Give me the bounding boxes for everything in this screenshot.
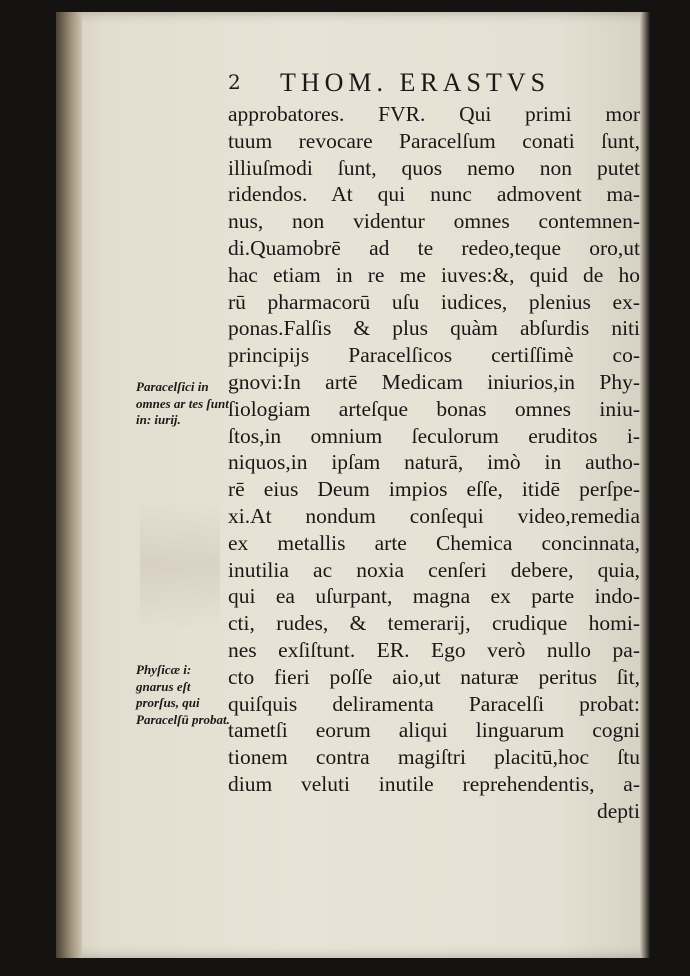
- margin-note: Phyſicæ i: gnarus eſt prorſus, qui Paracelſū probat.: [136, 662, 230, 727]
- text-line: rū pharmacorū uſu iudices, plenius ex-: [228, 289, 640, 314]
- catchword: depti: [597, 798, 640, 823]
- text-line: gnovi:In artē Medicam iniurios,in Phy-: [228, 369, 640, 394]
- text-line: niquos,in ipſam naturā, imò in autho-: [228, 450, 640, 475]
- running-head: THOM. ERASTVS: [280, 68, 551, 97]
- text-line: cto fieri poſſe aio,ut naturæ peritus ſit,: [228, 664, 640, 689]
- text-line: quiſquis deliramenta Paracelſi probat:: [228, 691, 640, 716]
- text-line: tuum revocare Paracelſum conati ſunt,: [228, 128, 640, 153]
- text-line: ex metallis arte Chemica concinnata,: [228, 530, 640, 555]
- text-line: nes exſiſtunt. ER. Ego verò nullo pa-: [228, 637, 640, 662]
- text-line: inutilia ac noxia cenſeri debere, quia,: [228, 557, 640, 582]
- text-line: hac etiam in re me iuves:&, quid de ho: [228, 262, 640, 287]
- text-line: nus, non videntur omnes contemnen-: [228, 209, 640, 234]
- text-line: rē eius Deum impios eſſe, itidē perſpe-: [228, 477, 640, 502]
- text-line: xi.At nondum conſequi video,remedia: [228, 503, 640, 528]
- text-line: ſtos,in omnium ſeculorum eruditos i-: [228, 423, 640, 448]
- text-line: cti, rudes, & temerarij, crudique homi-: [228, 611, 640, 636]
- text-line: dium veluti inutile reprehendentis, a-: [228, 771, 640, 796]
- text-line: illiuſmodi ſunt, quos nemo non putet: [228, 155, 640, 180]
- text-line: ponas.Falſis & plus quàm abſurdis niti: [228, 316, 640, 341]
- page-number: 2: [228, 70, 241, 94]
- text-line: tametſi eorum aliqui linguarum cogni: [228, 718, 640, 743]
- page-edge: [640, 12, 650, 958]
- page-header: [228, 68, 648, 102]
- main-text-block: [228, 101, 640, 825]
- margin-note: Paracelſici in omnes ar tes ſunt in: iurij.: [136, 379, 229, 427]
- text-line: di.Quamobrē ad te redeo,teque oro,ut: [228, 235, 640, 260]
- gutter: [56, 12, 82, 958]
- text-line: principijs Paracelſicos certiſſimè co-: [228, 343, 640, 368]
- text-line: qui ea uſurpant, magna ex parte indo-: [228, 584, 640, 609]
- text-line: tionem contra magiſtri placitū,hoc ſtu: [228, 745, 640, 770]
- text-line: ſiologiam arteſque bonas omnes iniu-: [228, 396, 640, 421]
- text-line: ridendos. At qui nunc admovent ma-: [228, 182, 640, 207]
- show-through-text: [140, 500, 220, 630]
- text-line: approbatores. FVR. Qui primi mor: [228, 102, 640, 126]
